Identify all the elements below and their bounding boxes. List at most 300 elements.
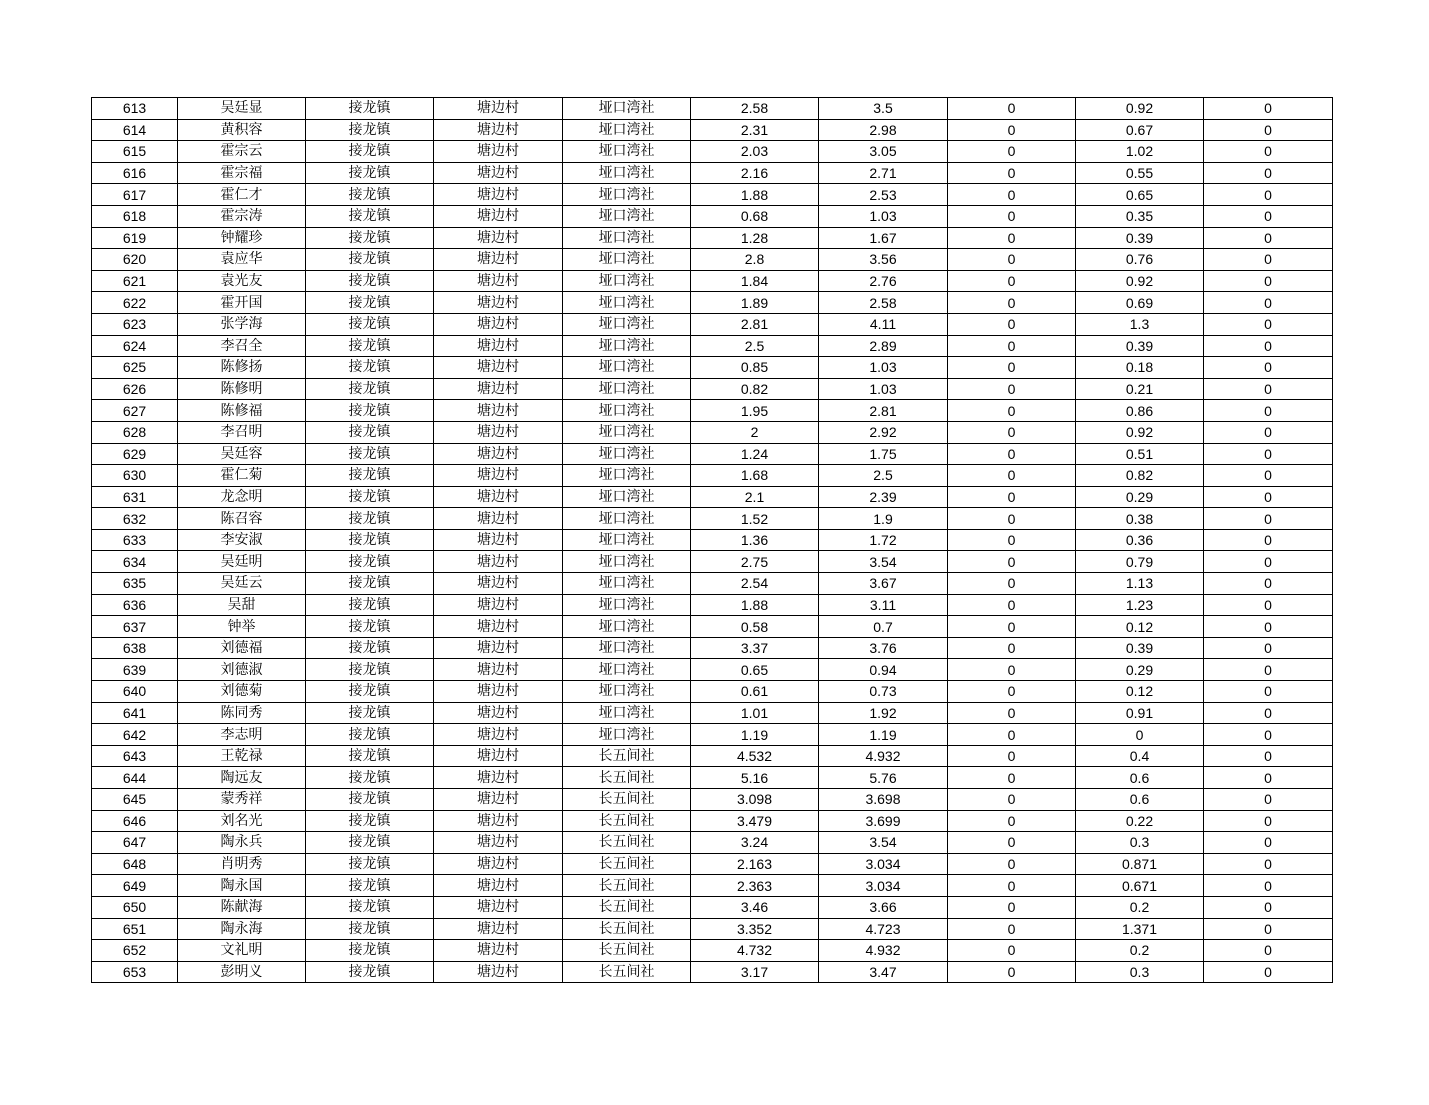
table-row <box>92 875 1333 897</box>
cell-village: 塘边村 <box>434 205 563 227</box>
cell-row-number: 636 <box>92 594 178 616</box>
cell-village: 塘边村 <box>434 162 563 184</box>
cell-value-5: 0 <box>1204 637 1333 659</box>
cell-row-number: 641 <box>92 702 178 724</box>
cell-value-2: 3.67 <box>819 573 948 595</box>
cell-group: 垭口湾社 <box>563 270 691 292</box>
cell-value-4: 0.2 <box>1076 940 1204 962</box>
cell-value-2: 0.73 <box>819 681 948 703</box>
cell-row-number: 621 <box>92 270 178 292</box>
cell-town: 接龙镇 <box>306 896 434 918</box>
cell-group: 垭口湾社 <box>563 594 691 616</box>
table-row <box>92 141 1333 163</box>
cell-value-2: 3.034 <box>819 853 948 875</box>
cell-village: 塘边村 <box>434 119 563 141</box>
cell-name: 彭明义 <box>178 961 306 983</box>
cell-value-2: 2.53 <box>819 184 948 206</box>
cell-value-1: 1.88 <box>691 594 819 616</box>
cell-town: 接龙镇 <box>306 832 434 854</box>
cell-group: 垭口湾社 <box>563 702 691 724</box>
cell-group: 垭口湾社 <box>563 313 691 335</box>
cell-town: 接龙镇 <box>306 767 434 789</box>
cell-value-1: 2.31 <box>691 119 819 141</box>
cell-value-1: 2.163 <box>691 853 819 875</box>
cell-name: 蒙秀祥 <box>178 789 306 811</box>
cell-village: 塘边村 <box>434 961 563 983</box>
cell-name: 李安淑 <box>178 529 306 551</box>
table-row <box>92 400 1333 422</box>
cell-value-2: 0.94 <box>819 659 948 681</box>
cell-village: 塘边村 <box>434 400 563 422</box>
cell-value-5: 0 <box>1204 961 1333 983</box>
table-row <box>92 940 1333 962</box>
cell-value-4: 0.6 <box>1076 767 1204 789</box>
cell-group: 垭口湾社 <box>563 573 691 595</box>
cell-value-5: 0 <box>1204 162 1333 184</box>
table-row <box>92 681 1333 703</box>
cell-value-3: 0 <box>948 249 1076 271</box>
cell-row-number: 632 <box>92 508 178 530</box>
cell-village: 塘边村 <box>434 292 563 314</box>
cell-value-4: 0.92 <box>1076 98 1204 120</box>
cell-value-2: 3.698 <box>819 789 948 811</box>
cell-row-number: 614 <box>92 119 178 141</box>
cell-value-5: 0 <box>1204 400 1333 422</box>
table-row <box>92 529 1333 551</box>
cell-group: 垭口湾社 <box>563 205 691 227</box>
cell-village: 塘边村 <box>434 940 563 962</box>
cell-name: 霍仁菊 <box>178 465 306 487</box>
cell-value-5: 0 <box>1204 875 1333 897</box>
cell-village: 塘边村 <box>434 918 563 940</box>
cell-value-3: 0 <box>948 745 1076 767</box>
cell-village: 塘边村 <box>434 681 563 703</box>
cell-value-3: 0 <box>948 443 1076 465</box>
table-row <box>92 702 1333 724</box>
cell-town: 接龙镇 <box>306 789 434 811</box>
cell-value-1: 2.81 <box>691 313 819 335</box>
cell-name: 李召全 <box>178 335 306 357</box>
cell-value-4: 0.39 <box>1076 637 1204 659</box>
cell-group: 垭口湾社 <box>563 292 691 314</box>
cell-name: 张学海 <box>178 313 306 335</box>
cell-value-2: 2.81 <box>819 400 948 422</box>
cell-value-4: 1.3 <box>1076 313 1204 335</box>
cell-value-5: 0 <box>1204 724 1333 746</box>
cell-group: 长五间社 <box>563 940 691 962</box>
cell-value-2: 3.66 <box>819 896 948 918</box>
cell-name: 陶永兵 <box>178 832 306 854</box>
cell-value-1: 1.68 <box>691 465 819 487</box>
cell-value-4: 0.86 <box>1076 400 1204 422</box>
cell-value-3: 0 <box>948 357 1076 379</box>
cell-row-number: 635 <box>92 573 178 595</box>
table-row <box>92 184 1333 206</box>
cell-value-2: 3.05 <box>819 141 948 163</box>
cell-value-4: 1.371 <box>1076 918 1204 940</box>
cell-village: 塘边村 <box>434 313 563 335</box>
cell-value-2: 3.699 <box>819 810 948 832</box>
cell-value-4: 0.79 <box>1076 551 1204 573</box>
cell-village: 塘边村 <box>434 659 563 681</box>
cell-value-2: 4.932 <box>819 940 948 962</box>
cell-value-3: 0 <box>948 313 1076 335</box>
cell-value-2: 2.98 <box>819 119 948 141</box>
cell-town: 接龙镇 <box>306 853 434 875</box>
cell-group: 长五间社 <box>563 853 691 875</box>
cell-value-5: 0 <box>1204 616 1333 638</box>
cell-value-5: 0 <box>1204 940 1333 962</box>
cell-value-1: 0.82 <box>691 378 819 400</box>
cell-village: 塘边村 <box>434 637 563 659</box>
table-row <box>92 745 1333 767</box>
cell-value-2: 1.03 <box>819 357 948 379</box>
cell-name: 李召明 <box>178 421 306 443</box>
cell-town: 接龙镇 <box>306 551 434 573</box>
cell-row-number: 626 <box>92 378 178 400</box>
cell-group: 长五间社 <box>563 745 691 767</box>
cell-row-number: 633 <box>92 529 178 551</box>
cell-value-3: 0 <box>948 292 1076 314</box>
cell-name: 文礼明 <box>178 940 306 962</box>
cell-value-3: 0 <box>948 918 1076 940</box>
cell-village: 塘边村 <box>434 875 563 897</box>
table-row <box>92 486 1333 508</box>
cell-town: 接龙镇 <box>306 335 434 357</box>
cell-name: 霍宗福 <box>178 162 306 184</box>
cell-value-1: 3.479 <box>691 810 819 832</box>
cell-village: 塘边村 <box>434 335 563 357</box>
cell-value-5: 0 <box>1204 702 1333 724</box>
table-row <box>92 853 1333 875</box>
cell-value-3: 0 <box>948 119 1076 141</box>
cell-value-4: 0.69 <box>1076 292 1204 314</box>
cell-value-5: 0 <box>1204 184 1333 206</box>
table-row <box>92 249 1333 271</box>
cell-value-2: 1.9 <box>819 508 948 530</box>
cell-value-5: 0 <box>1204 443 1333 465</box>
cell-value-5: 0 <box>1204 335 1333 357</box>
cell-value-4: 0.22 <box>1076 810 1204 832</box>
cell-group: 垭口湾社 <box>563 227 691 249</box>
cell-town: 接龙镇 <box>306 745 434 767</box>
table-row <box>92 270 1333 292</box>
cell-row-number: 616 <box>92 162 178 184</box>
cell-value-3: 0 <box>948 853 1076 875</box>
cell-name: 龙念明 <box>178 486 306 508</box>
cell-name: 刘德菊 <box>178 681 306 703</box>
cell-village: 塘边村 <box>434 270 563 292</box>
cell-value-3: 0 <box>948 832 1076 854</box>
cell-value-2: 3.76 <box>819 637 948 659</box>
cell-village: 塘边村 <box>434 465 563 487</box>
cell-row-number: 652 <box>92 940 178 962</box>
cell-name: 陈修扬 <box>178 357 306 379</box>
cell-value-5: 0 <box>1204 270 1333 292</box>
cell-value-1: 2 <box>691 421 819 443</box>
cell-row-number: 648 <box>92 853 178 875</box>
cell-value-1: 4.732 <box>691 940 819 962</box>
cell-group: 垭口湾社 <box>563 551 691 573</box>
table-row <box>92 508 1333 530</box>
cell-value-4: 0 <box>1076 724 1204 746</box>
cell-village: 塘边村 <box>434 832 563 854</box>
cell-value-4: 0.36 <box>1076 529 1204 551</box>
cell-value-4: 1.13 <box>1076 573 1204 595</box>
cell-row-number: 638 <box>92 637 178 659</box>
cell-value-3: 0 <box>948 659 1076 681</box>
cell-row-number: 624 <box>92 335 178 357</box>
cell-town: 接龙镇 <box>306 659 434 681</box>
cell-village: 塘边村 <box>434 357 563 379</box>
cell-value-4: 0.29 <box>1076 486 1204 508</box>
cell-value-2: 2.76 <box>819 270 948 292</box>
table-body <box>92 98 1333 983</box>
cell-town: 接龙镇 <box>306 508 434 530</box>
cell-value-5: 0 <box>1204 465 1333 487</box>
table-row <box>92 573 1333 595</box>
cell-value-3: 0 <box>948 98 1076 120</box>
cell-value-3: 0 <box>948 141 1076 163</box>
cell-value-2: 4.723 <box>819 918 948 940</box>
cell-value-2: 4.932 <box>819 745 948 767</box>
cell-value-3: 0 <box>948 724 1076 746</box>
cell-value-1: 3.352 <box>691 918 819 940</box>
cell-village: 塘边村 <box>434 616 563 638</box>
cell-town: 接龙镇 <box>306 573 434 595</box>
cell-value-4: 0.76 <box>1076 249 1204 271</box>
cell-village: 塘边村 <box>434 421 563 443</box>
cell-row-number: 618 <box>92 205 178 227</box>
cell-value-4: 0.92 <box>1076 421 1204 443</box>
cell-value-3: 0 <box>948 896 1076 918</box>
cell-group: 长五间社 <box>563 810 691 832</box>
cell-value-1: 1.84 <box>691 270 819 292</box>
cell-town: 接龙镇 <box>306 616 434 638</box>
table-row <box>92 961 1333 983</box>
cell-value-3: 0 <box>948 227 1076 249</box>
cell-value-2: 3.11 <box>819 594 948 616</box>
cell-name: 吴廷显 <box>178 98 306 120</box>
table-row <box>92 205 1333 227</box>
cell-group: 垭口湾社 <box>563 637 691 659</box>
cell-name: 陈修福 <box>178 400 306 422</box>
cell-value-3: 0 <box>948 529 1076 551</box>
cell-value-5: 0 <box>1204 529 1333 551</box>
cell-group: 垭口湾社 <box>563 465 691 487</box>
table-row <box>92 421 1333 443</box>
cell-row-number: 630 <box>92 465 178 487</box>
cell-name: 霍宗云 <box>178 141 306 163</box>
cell-name: 黄积容 <box>178 119 306 141</box>
cell-village: 塘边村 <box>434 529 563 551</box>
cell-value-2: 2.5 <box>819 465 948 487</box>
cell-value-3: 0 <box>948 616 1076 638</box>
cell-row-number: 622 <box>92 292 178 314</box>
cell-town: 接龙镇 <box>306 940 434 962</box>
cell-value-5: 0 <box>1204 810 1333 832</box>
cell-value-4: 0.671 <box>1076 875 1204 897</box>
cell-value-2: 2.89 <box>819 335 948 357</box>
cell-value-5: 0 <box>1204 551 1333 573</box>
cell-town: 接龙镇 <box>306 249 434 271</box>
cell-value-4: 0.3 <box>1076 832 1204 854</box>
cell-value-5: 0 <box>1204 767 1333 789</box>
cell-value-4: 0.12 <box>1076 616 1204 638</box>
cell-group: 垭口湾社 <box>563 357 691 379</box>
cell-village: 塘边村 <box>434 810 563 832</box>
cell-row-number: 623 <box>92 313 178 335</box>
cell-group: 垭口湾社 <box>563 659 691 681</box>
cell-town: 接龙镇 <box>306 529 434 551</box>
cell-group: 长五间社 <box>563 896 691 918</box>
cell-group: 垭口湾社 <box>563 529 691 551</box>
cell-value-5: 0 <box>1204 832 1333 854</box>
table-row <box>92 292 1333 314</box>
cell-row-number: 646 <box>92 810 178 832</box>
cell-value-2: 1.75 <box>819 443 948 465</box>
cell-town: 接龙镇 <box>306 119 434 141</box>
cell-name: 袁应华 <box>178 249 306 271</box>
cell-value-2: 3.54 <box>819 551 948 573</box>
cell-value-3: 0 <box>948 594 1076 616</box>
cell-village: 塘边村 <box>434 551 563 573</box>
table-row <box>92 335 1333 357</box>
cell-town: 接龙镇 <box>306 918 434 940</box>
cell-town: 接龙镇 <box>306 98 434 120</box>
cell-name: 王乾禄 <box>178 745 306 767</box>
cell-row-number: 650 <box>92 896 178 918</box>
cell-town: 接龙镇 <box>306 357 434 379</box>
cell-village: 塘边村 <box>434 141 563 163</box>
cell-value-1: 1.95 <box>691 400 819 422</box>
cell-village: 塘边村 <box>434 789 563 811</box>
cell-value-4: 0.55 <box>1076 162 1204 184</box>
cell-value-4: 0.21 <box>1076 378 1204 400</box>
cell-value-2: 2.92 <box>819 421 948 443</box>
cell-value-2: 1.72 <box>819 529 948 551</box>
cell-value-4: 0.12 <box>1076 681 1204 703</box>
cell-value-5: 0 <box>1204 594 1333 616</box>
cell-row-number: 627 <box>92 400 178 422</box>
cell-town: 接龙镇 <box>306 141 434 163</box>
cell-value-3: 0 <box>948 940 1076 962</box>
cell-row-number: 642 <box>92 724 178 746</box>
cell-value-1: 2.1 <box>691 486 819 508</box>
cell-value-1: 0.58 <box>691 616 819 638</box>
cell-name: 肖明秀 <box>178 853 306 875</box>
cell-group: 垭口湾社 <box>563 681 691 703</box>
cell-group: 长五间社 <box>563 918 691 940</box>
cell-value-1: 3.37 <box>691 637 819 659</box>
cell-value-4: 0.4 <box>1076 745 1204 767</box>
cell-value-5: 0 <box>1204 119 1333 141</box>
cell-value-5: 0 <box>1204 357 1333 379</box>
cell-town: 接龙镇 <box>306 810 434 832</box>
cell-value-1: 1.19 <box>691 724 819 746</box>
cell-village: 塘边村 <box>434 724 563 746</box>
cell-town: 接龙镇 <box>306 205 434 227</box>
cell-value-4: 0.51 <box>1076 443 1204 465</box>
cell-village: 塘边村 <box>434 767 563 789</box>
table-row <box>92 616 1333 638</box>
cell-value-4: 0.67 <box>1076 119 1204 141</box>
cell-value-5: 0 <box>1204 789 1333 811</box>
cell-name: 吴廷明 <box>178 551 306 573</box>
cell-town: 接龙镇 <box>306 400 434 422</box>
cell-town: 接龙镇 <box>306 227 434 249</box>
cell-value-1: 3.17 <box>691 961 819 983</box>
cell-value-5: 0 <box>1204 313 1333 335</box>
cell-group: 垭口湾社 <box>563 616 691 638</box>
cell-value-1: 2.16 <box>691 162 819 184</box>
cell-name: 陈献海 <box>178 896 306 918</box>
cell-row-number: 617 <box>92 184 178 206</box>
cell-town: 接龙镇 <box>306 162 434 184</box>
cell-value-1: 1.89 <box>691 292 819 314</box>
data-table <box>91 97 1333 983</box>
cell-village: 塘边村 <box>434 378 563 400</box>
cell-value-5: 0 <box>1204 853 1333 875</box>
cell-village: 塘边村 <box>434 594 563 616</box>
cell-value-1: 2.363 <box>691 875 819 897</box>
cell-value-2: 4.11 <box>819 313 948 335</box>
cell-group: 长五间社 <box>563 961 691 983</box>
cell-town: 接龙镇 <box>306 443 434 465</box>
cell-value-5: 0 <box>1204 659 1333 681</box>
table-row <box>92 357 1333 379</box>
cell-value-1: 1.28 <box>691 227 819 249</box>
cell-value-5: 0 <box>1204 292 1333 314</box>
table-row <box>92 637 1333 659</box>
cell-value-5: 0 <box>1204 896 1333 918</box>
cell-row-number: 649 <box>92 875 178 897</box>
cell-value-2: 3.5 <box>819 98 948 120</box>
cell-row-number: 643 <box>92 745 178 767</box>
cell-value-1: 1.88 <box>691 184 819 206</box>
cell-value-5: 0 <box>1204 486 1333 508</box>
cell-group: 垭口湾社 <box>563 119 691 141</box>
cell-value-2: 3.54 <box>819 832 948 854</box>
cell-town: 接龙镇 <box>306 594 434 616</box>
cell-value-1: 0.65 <box>691 659 819 681</box>
cell-value-3: 0 <box>948 508 1076 530</box>
cell-name: 吴廷容 <box>178 443 306 465</box>
cell-value-3: 0 <box>948 961 1076 983</box>
cell-town: 接龙镇 <box>306 486 434 508</box>
cell-row-number: 625 <box>92 357 178 379</box>
cell-village: 塘边村 <box>434 853 563 875</box>
cell-value-4: 0.39 <box>1076 227 1204 249</box>
cell-row-number: 619 <box>92 227 178 249</box>
cell-value-1: 1.01 <box>691 702 819 724</box>
cell-group: 垭口湾社 <box>563 378 691 400</box>
cell-name: 刘名光 <box>178 810 306 832</box>
cell-group: 长五间社 <box>563 789 691 811</box>
cell-value-3: 0 <box>948 767 1076 789</box>
table-row <box>92 119 1333 141</box>
cell-village: 塘边村 <box>434 896 563 918</box>
cell-row-number: 653 <box>92 961 178 983</box>
cell-village: 塘边村 <box>434 184 563 206</box>
cell-value-4: 0.871 <box>1076 853 1204 875</box>
cell-row-number: 634 <box>92 551 178 573</box>
cell-value-2: 3.47 <box>819 961 948 983</box>
cell-group: 垭口湾社 <box>563 335 691 357</box>
cell-village: 塘边村 <box>434 702 563 724</box>
cell-village: 塘边村 <box>434 249 563 271</box>
cell-name: 袁光友 <box>178 270 306 292</box>
